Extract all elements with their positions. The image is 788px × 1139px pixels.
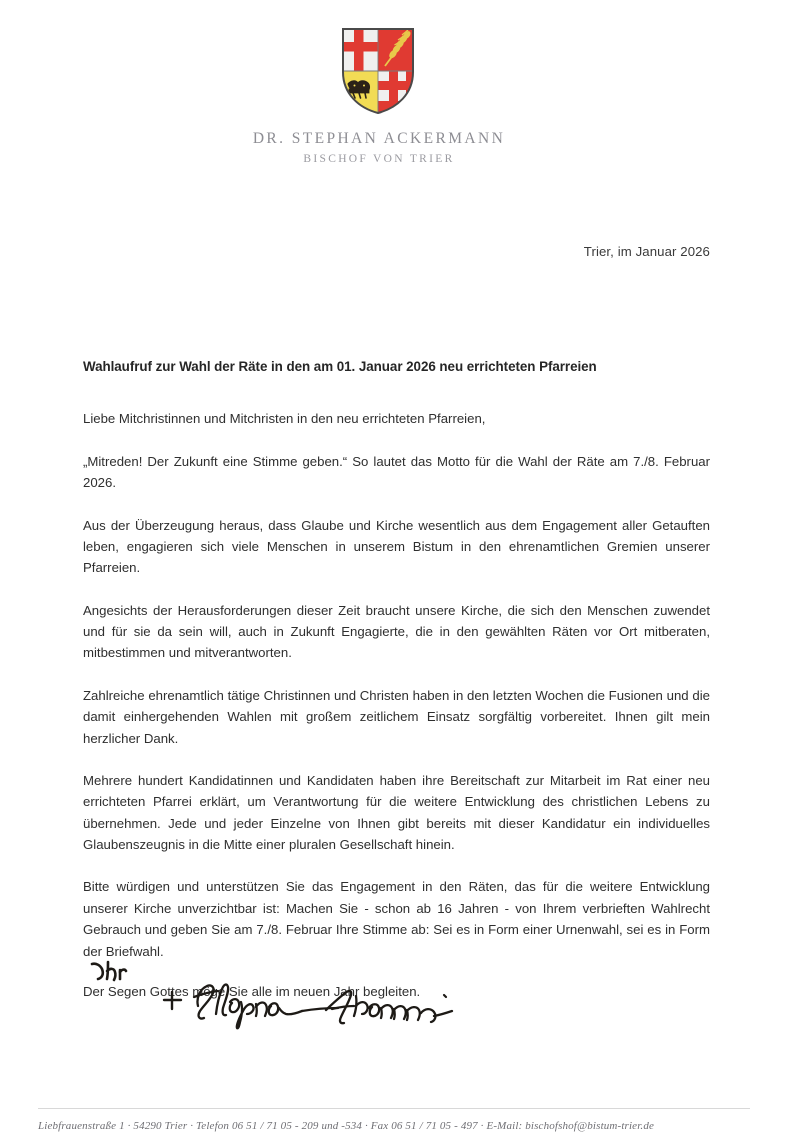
letter-paragraph: Angesichts der Herausforderungen dieser Zeit braucht unsere Kirche, die sich den Menschen zuwendet und für sie da sein will, auch in Zukunft Engagierte, die in den gewählten Räten vor Ort mitberaten, mitbestimmen und mitverantworten.: [83, 602, 710, 661]
dateline: Trier, im Januar 2026: [583, 244, 710, 259]
handwritten-signature-icon: [86, 958, 486, 1038]
letter-closing-blessing: Der Segen Gottes möge Sie alle im neuen Jahr begleiten.: [83, 983, 421, 999]
footer-divider: [38, 1108, 750, 1109]
letter-paragraph: Zahlreiche ehrenamtlich tätige Christinnen und Christen haben in den letzten Wochen die Fusionen und die damit einhergehenden Wahlen mit großem zeitlichem Einsatz sorgfältig vorbereitet. Ihnen gilt mein herzlicher Dank.: [83, 687, 710, 746]
letter-salutation: Liebe Mitchristinnen und Mitchristen in den neu errichteten Pfarreien,: [83, 411, 486, 427]
letterhead-bishop-role: BISCHOF VON TRIER: [303, 153, 455, 165]
letter-paragraph: Mehrere hundert Kandidatinnen und Kandidaten haben ihre Bereitschaft zur Mitarbeit im Rat einer neu errichteten Pfarrei erklärt, um Verantwortung für die weitere Entwicklung des christlichen Lebens zu übernehmen. Jede und jeder Einzelne von Ihnen gibt bereits mit dieser Kandidatur ein individuelles Glaubenszeugnis in die Mitte einer pluralen Gesellschaft hinein.: [83, 772, 710, 853]
letterhead-bishop-name: DR. STEPHAN ACKERMANN: [252, 130, 506, 147]
letter-body: [83, 357, 710, 1002]
letterhead: [0, 26, 766, 165]
bishops-coat-of-arms-icon: [339, 26, 417, 116]
letter-subject-title: Wahlaufruf zur Wahl der Räte in den am 01. Januar 2026 neu errichteten Pfarreien: [83, 359, 597, 374]
letter-paragraph: Bitte würdigen und unterstützen Sie das Engagement in den Räten, das für die weitere Entwicklung unserer Kirche unverzichtbar ist: Machen Sie - schon ab 16 Jahren - von Ihrem verbrieften Wahlrecht Gebrauch und geben Sie am 7./8. Februar Ihre Stimme ab: Sei es in Form einer Urnenwahl, sei es in Form der Briefwahl.: [83, 879, 710, 959]
footer-contact-line: Liebfrauenstraße 1 · 54290 Trier · Telefon 06 51 / 71 05 - 209 und -534 · Fax 06 51 / 71 05 - 497 · E-Mail: bischofshof@bistum-trier.de: [38, 1120, 654, 1132]
letter-paragraph: Aus der Überzeugung heraus, dass Glaube und Kirche wesentlich aus dem Engagement aller Getauften leben, engagieren sich viele Menschen in unserem Bistum in den ehrenamtlichen Gremien unserer Pfarreien.: [83, 517, 710, 576]
letter-paragraph: „Mitreden! Der Zukunft eine Stimme geben.“ So lautet das Motto für die Wahl der Räte am 7./8. Februar 2026.: [83, 453, 710, 491]
